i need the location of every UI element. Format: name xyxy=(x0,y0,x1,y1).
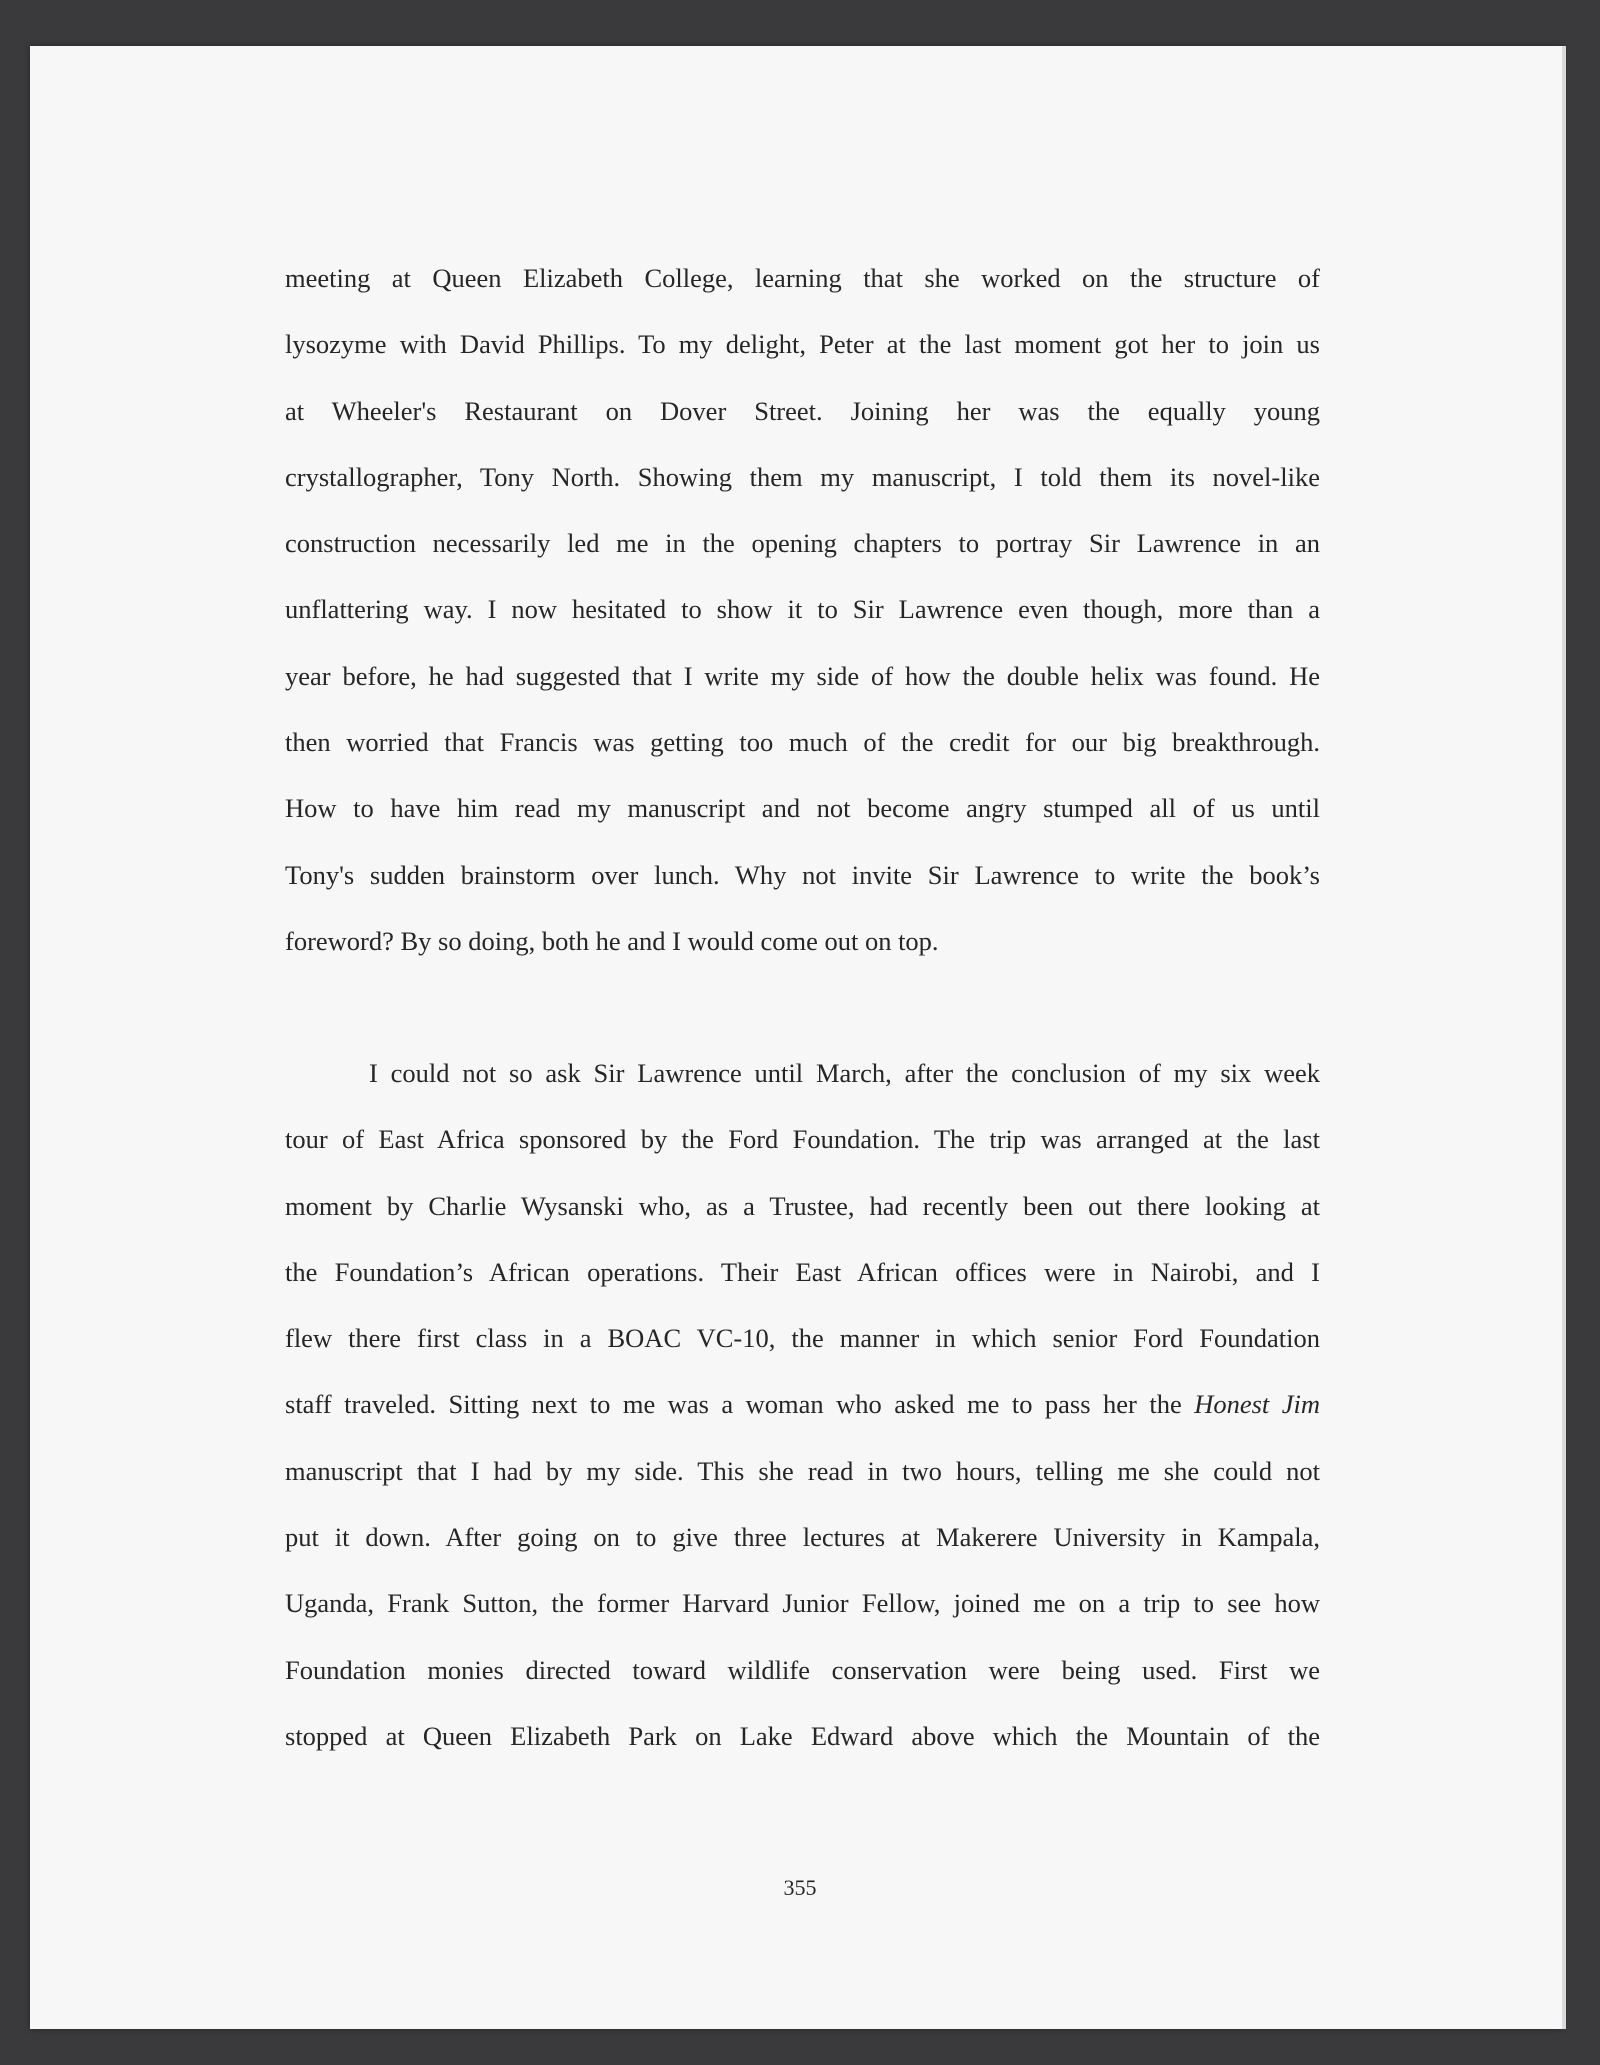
book-title: Honest Jim xyxy=(1194,1389,1321,1420)
text-line: Foundation monies directed toward wildlife conservation were being used. First we xyxy=(285,1654,1320,1685)
text-line: year before, he had suggested that I write my side of how the double helix was found. He xyxy=(285,660,1320,691)
text-line: unflattering way. I now hesitated to show it to Sir Lawrence even though, more than a xyxy=(285,594,1320,625)
text-line: meeting at Queen Elizabeth College, learning that she worked on the structure of xyxy=(285,263,1320,293)
text-line-segment: staff traveled. Sitting next to me was a woman who asked me to pass her the xyxy=(285,1389,1182,1420)
text-line: at Wheeler's Restaurant on Dover Street. Joining her was the equally young xyxy=(285,395,1320,426)
text-line: tour of East Africa sponsored by the Ford Foundation. The trip was arranged at the last xyxy=(285,1124,1320,1155)
text-line: lysozyme with David Phillips. To my delight, Peter at the last moment got her to join us xyxy=(285,329,1320,360)
text-line: How to have him read my manuscript and not become angry stumped all of us until xyxy=(285,793,1320,824)
text-line: foreword? By so doing, both he and I would come out on top. xyxy=(285,925,939,956)
text-line: put it down. After going on to give three lectures at Makerere University in Kampala, xyxy=(285,1522,1320,1553)
text-line: crystallographer, Tony North. Showing them my manuscript, I told them its novel-like xyxy=(285,461,1320,492)
text-line-with-title xyxy=(285,1371,1320,1437)
text-line: Uganda, Frank Sutton, the former Harvard Junior Fellow, joined me on a trip to see how xyxy=(285,1588,1320,1619)
text-line: manuscript that I had by my side. This she read in two hours, telling me she could not xyxy=(285,1455,1320,1486)
paragraph-1 xyxy=(285,245,1320,974)
text-line: flew there first class in a BOAC VC-10, the manner in which senior Ford Foundation xyxy=(285,1323,1320,1354)
page-edge xyxy=(1562,46,1566,2029)
text-line: then worried that Francis was getting too much of the credit for our big breakthrough. xyxy=(285,727,1320,758)
text-line: I could not so ask Sir Lawrence until March, after the conclusion of my six week xyxy=(369,1058,1320,1088)
text-line: stopped at Queen Elizabeth Park on Lake Edward above which the Mountain of the xyxy=(285,1720,1320,1751)
paragraph-2 xyxy=(285,1040,1320,1769)
text-line: Tony's sudden brainstorm over lunch. Why not invite Sir Lawrence to write the book’s xyxy=(285,859,1320,890)
page-number: 355 xyxy=(783,1875,817,1900)
text-line: moment by Charlie Wysanski who, as a Trustee, had recently been out there looking at xyxy=(285,1190,1320,1221)
text-line: the Foundation’s African operations. Their East African offices were in Nairobi, and I xyxy=(285,1256,1320,1287)
text-line: construction necessarily led me in the opening chapters to portray Sir Lawrence in an xyxy=(285,528,1320,559)
